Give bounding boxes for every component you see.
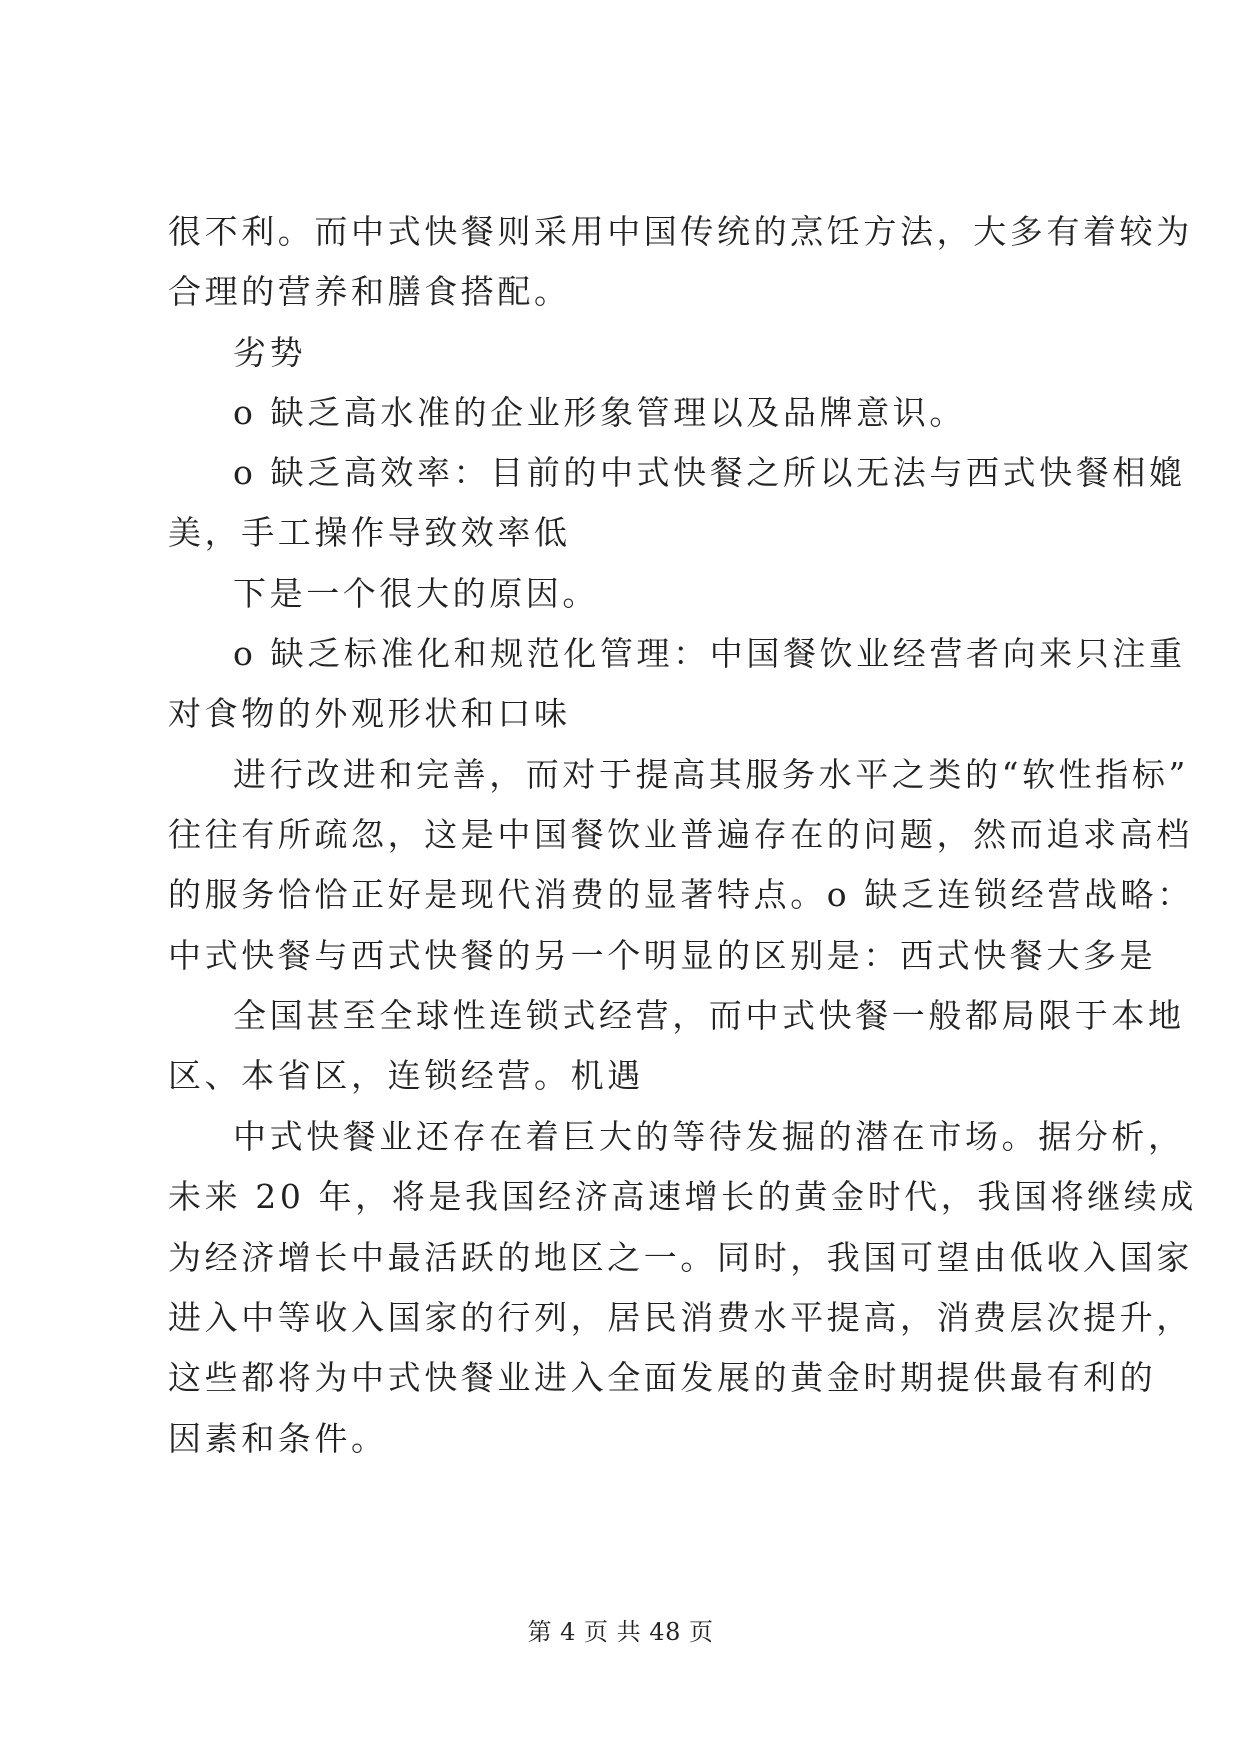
text-line: 中式快餐与西式快餐的另一个明显的区别是：西式快餐大多是 [168,936,1157,975]
text-line: 未来 20 年，将是我国经济高速增长的黄金时代，我国将继续成 [168,1177,1197,1216]
text-line: 美，手工操作导致效率低 [168,513,571,552]
text-line: 往往有所疏忽，这是中国餐饮业普遍存在的问题，然而追求高档 [168,815,1193,854]
text-line: 进行改进和完善，而对于提高其服务水平之类的“软性指标” [233,755,1189,794]
text-line: 的服务恰恰正好是现代消费的显著特点。o 缺乏连锁经营战略： [168,875,1194,914]
text-line: 合理的营养和膳食搭配。 [168,272,571,311]
list-item: o 缺乏高效率：目前的中式快餐之所以无法与西式快餐相媲 [233,453,1186,492]
list-item: o 缺乏高水准的企业形象管理以及品牌意识。 [233,393,966,432]
text-line: 下是一个很大的原因。 [233,574,599,613]
text-line: 对食物的外观形状和口味 [168,694,571,733]
section-heading: 劣势 [233,333,307,372]
page-number: 第 4 页 共 48 页 [527,1618,714,1646]
list-item: o 缺乏标准化和规范化管理：中国餐饮业经营者向来只注重 [233,634,1186,673]
text-line: 很不利。而中式快餐则采用中国传统的烹饪方法，大多有着较为 [168,212,1193,251]
text-line: 这些都将为中式快餐业进入全面发展的黄金时期提供最有利的 [168,1358,1157,1397]
text-line: 区、本省区，连锁经营。机遇 [168,1056,644,1095]
text-line: 进入中等收入国家的行列，居民消费水平提高，消费层次提升， [168,1298,1193,1337]
text-line: 中式快餐业还存在着巨大的等待发掘的潜在市场。据分析， [233,1117,1185,1156]
text-line: 为经济增长中最活跃的地区之一。同时，我国可望由低收入国家 [168,1238,1193,1277]
text-line: 全国甚至全球性连锁式经营，而中式快餐一般都局限于本地 [233,996,1185,1035]
text-line: 因素和条件。 [168,1419,388,1458]
